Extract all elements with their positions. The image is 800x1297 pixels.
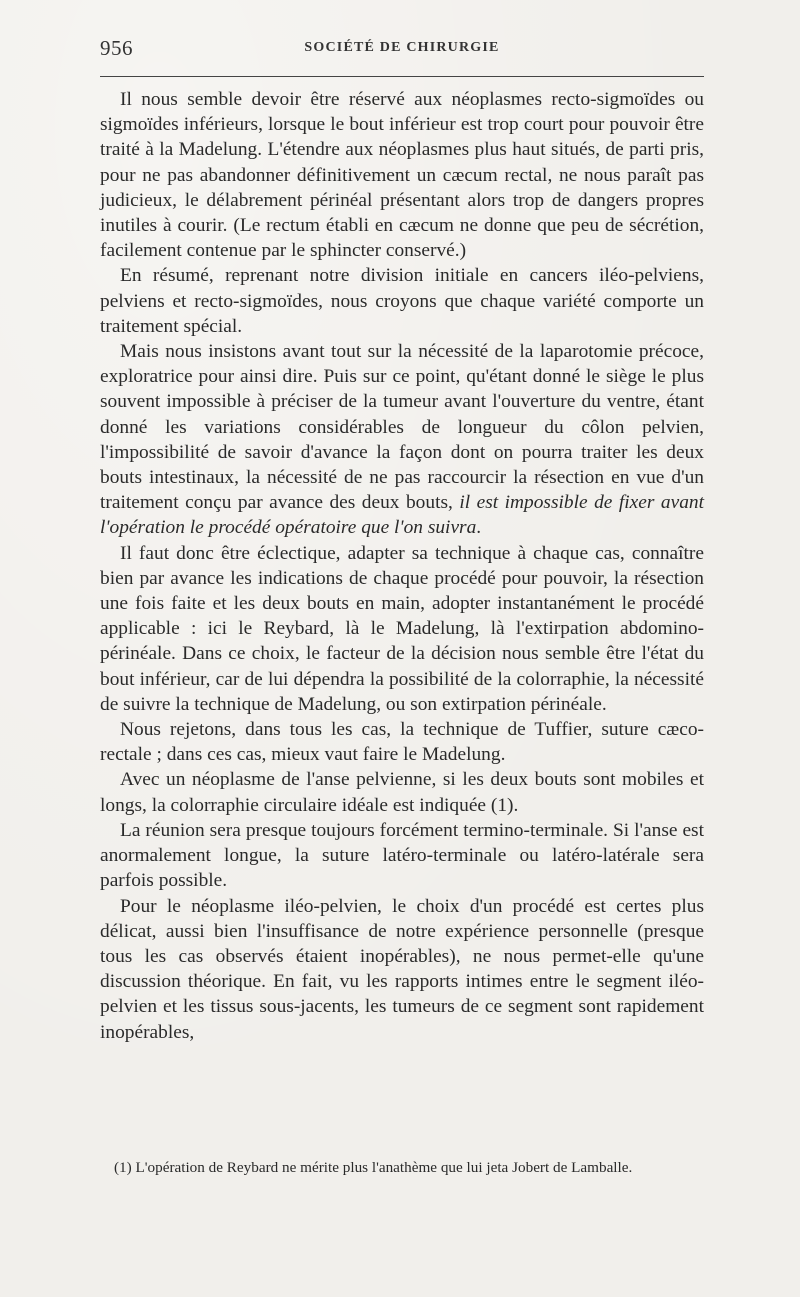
paragraph: Pour le néoplasme iléo-pelvien, le choix d'un procédé est certes plus délicat, aussi bien l'insuffisance de notre expérience personnelle (presque tous les cas observés étaient inopérables), ne nous permet-elle qu'une discussion théorique. En fait, vu les rapports intimes entre le segment iléo-pelvien et les tissus sous-jacents, les tumeurs de ce segment sont rapidement inopérables, [100,895,704,1043]
body-text [100,87,704,1045]
paragraph: Il faut donc être éclectique, adapter sa technique à chaque cas, connaître bien par avance les indications de chaque procédé pour pouvoir, la résection une fois faite et les deux bouts en main, adopter instantanément le procédé applicable : ici le Reybard, là le Madelung, là l'extirpation abdomino-périnéale. Dans ce choix, le facteur de la décision nous semble être l'état du bout inférieur, car de lui dépendra la possibilité de la colorraphie, la nécessité de suivre la technique de Madelung, ou son extirpation périnéale. [100,542,704,715]
paragraph: Nous rejetons, dans tous les cas, la technique de Tuffier, suture cæco-rectale ; dans ces cas, mieux vaut faire le Madelung. [100,719,704,766]
italic-emphasis: il est impossible de fixer avant l'opération le procédé opératoire que l'on suivra [100,492,704,539]
paragraph-text: Mais nous insistons avant tout sur la nécessité de la laparotomie précoce, exploratrice pour ainsi dire. Puis sur ce point, qu'étant donné le siège le plus souvent impossible à préciser de la tumeur avant l'ouverture du ventre, étant donné les variations considérables de longueur du côlon pelvien, l'impossibilité de savoir d'avance la façon dont on pourra traiter les deux bouts intestinaux, la nécessité de ne pas raccourcir la résection en vue d'un traitement conçu par avance des deux bouts, [100,341,704,514]
paragraph-tail: . [476,517,482,539]
paragraph: Avec un néoplasme de l'anse pelvienne, si les deux bouts sont mobiles et longs, la colorraphie circulaire idéale est indiquée (1). [100,769,704,816]
paragraph: Il nous semble devoir être réservé aux néoplasmes recto-sigmoïdes ou sigmoïdes inférieurs, lorsque le bout inférieur est trop court pour pouvoir être traité à la Madelung. L'étendre aux néoplasmes plus haut situés, de parti pris, pour ne pas abandonner définitivement un cæcum rectal, ne nous paraît pas judicieux, le délabrement périnéal présentant alors trop de dangers propres inutiles à courir. (Le rectum établi en cæcum ne donne que peu de sécrétion, facilement contenue par le sphincter conservé.) [100,89,704,262]
paragraph [100,339,704,541]
paragraph: La réunion sera presque toujours forcément termino-terminale. Si l'anse est anormalement longue, la suture latéro-terminale ou latéro-latérale sera parfois possible. [100,819,704,892]
footnote-text: (1) L'opération de Reybard ne mérite plus l'anathème que lui jeta Jobert de Lamballe. [114,1159,633,1176]
footnote [100,1158,704,1178]
page-number: 956 [100,36,133,60]
page-header [100,36,704,66]
running-title: SOCIÉTÉ DE CHIRURGIE [304,40,500,55]
header-rule [100,76,704,77]
paragraph: En résumé, reprenant notre division initiale en cancers iléo-pelviens, pelviens et recto-sigmoïdes, nous croyons que chaque variété comporte un traitement spécial. [100,265,704,337]
